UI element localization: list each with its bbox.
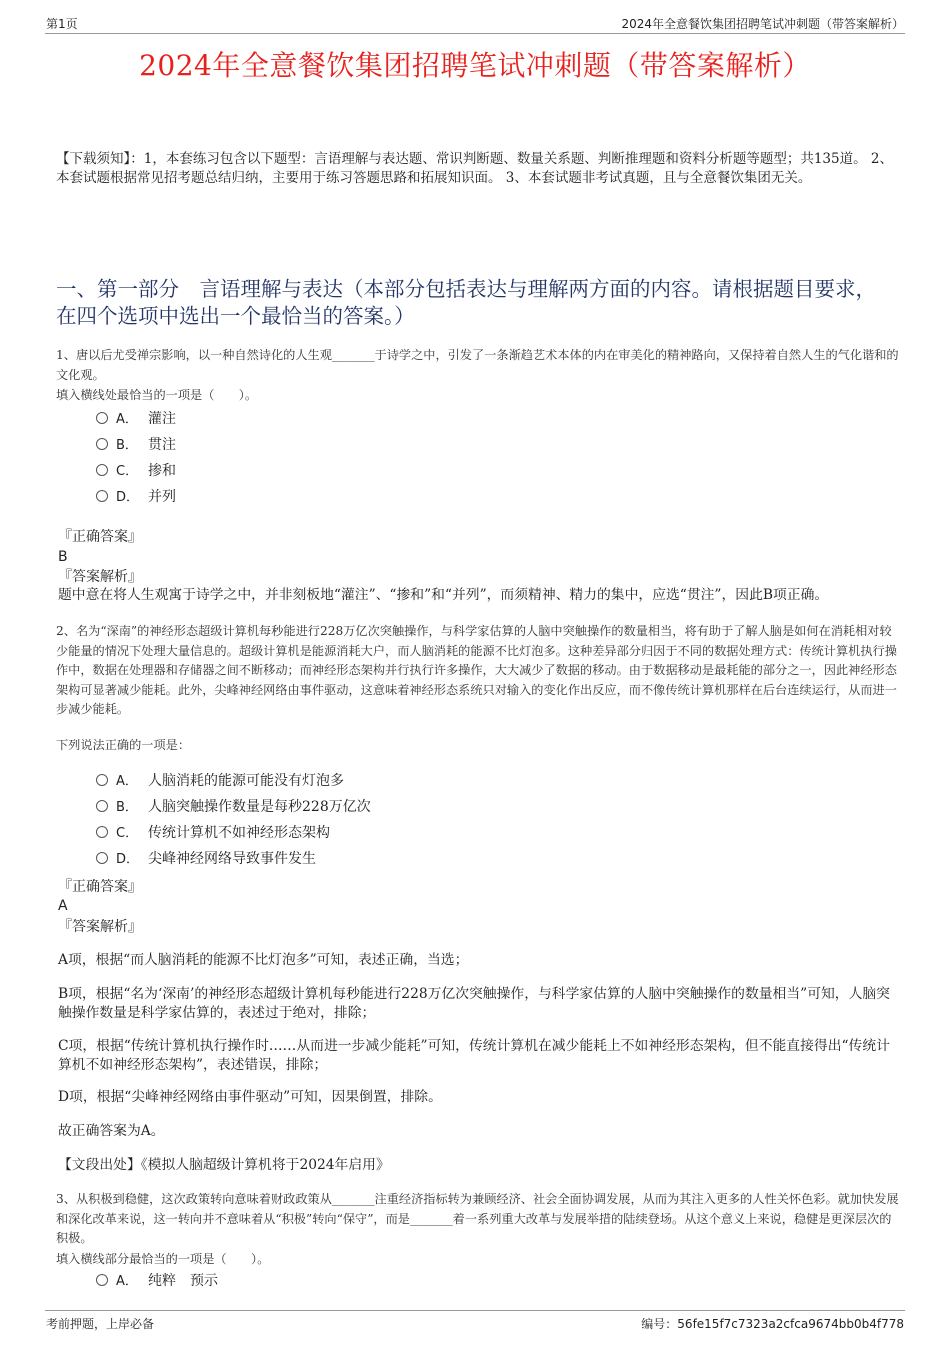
question-3-stem: 3、从积极到稳健，这次政策转向意味着财政政策从_______注重经济指标转为兼顾经济、社会全面协调发展，从而为其注入更多的人性关怀色彩。就加快发展和深化改革来说，这一转向并不意味着从“积极”转向“保守”，而是_______着一系列重大改革与发展举措的陆续登场。从这个意义上来说，稳健是更深层次的积极。 — [56, 1192, 899, 1245]
q2-analysis-b: B项，根据“名为‘深南’的神经形态超级计算机每秒能进行228万亿次突触操作，与科学家估算的人脑中突触操作的数量相当”可知，人脑突触操作数量是科学家估算的，表述过于绝对，排除； — [58, 986, 890, 1021]
download-notice: 【下载须知】：1，本套练习包含以下题型：言语理解与表达题、常识判断题、数量关系题、判断推理题和资料分析题等题型；共135道。 2、本套试题根据常见招考题总结归纳，主要用于练习答题思路和拓展知识面。 3、本套试题非考试真题，且与全意餐饮集团无关。 — [56, 151, 893, 186]
q2-analysis-a: A项，根据“而人脑消耗的能源不比灯泡多”可知，表述正确，当选； — [58, 952, 469, 968]
radio-icon[interactable] — [96, 438, 108, 450]
footer-code — [641, 1315, 904, 1332]
q1-option-a[interactable]: A． 灌注 — [96, 409, 176, 429]
q2-option-c[interactable]: C． 传统计算机不如神经形态架构 — [96, 823, 330, 843]
radio-icon[interactable] — [96, 800, 108, 812]
header-rule — [45, 33, 905, 34]
q1-correct-answer: B — [58, 549, 68, 565]
q1-option-c[interactable]: C． 掺和 — [96, 461, 176, 481]
q1-analysis: 题中意在将人生观寓于诗学之中，并非刻板地“灌注”、“掺和”和“并列”，而须精神、精力的集中，应选“贯注”，因此B项正确。 — [58, 587, 829, 603]
question-1-prompt: 填入横线处最恰当的一项是（ ）。 — [56, 388, 258, 402]
radio-icon[interactable] — [96, 464, 108, 476]
q1-option-d[interactable]: D． 并列 — [96, 487, 176, 507]
radio-icon[interactable] — [96, 490, 108, 502]
q2-option-a[interactable]: A． 人脑消耗的能源可能没有灯泡多 — [96, 771, 344, 791]
radio-icon[interactable] — [96, 412, 108, 424]
radio-icon[interactable] — [96, 852, 108, 864]
q2-option-d[interactable]: D． 尖峰神经网络导致事件发生 — [96, 849, 316, 869]
radio-icon[interactable] — [96, 826, 108, 838]
q1-correct-answer-label: 『正确答案』 — [58, 529, 142, 545]
q3-option-a[interactable]: A． 纯粹 预示 — [96, 1271, 218, 1291]
q2-option-b[interactable]: B． 人脑突触操作数量是每秒228万亿次 — [96, 797, 371, 817]
radio-icon[interactable] — [96, 774, 108, 786]
footer-slogan: 考前押题，上岸必备 — [46, 1317, 155, 1331]
running-title: 2024年全意餐饮集团招聘笔试冲刺题（带答案解析） — [621, 17, 904, 31]
q2-conclusion: 故正确答案为A。 — [58, 1123, 165, 1139]
footer-rule — [45, 1310, 905, 1311]
footer-code-label: 编号： — [641, 1317, 678, 1331]
q1-analysis-label: 『答案解析』 — [58, 569, 142, 585]
q2-analysis-d: D项，根据“尖峰神经网络由事件驱动”可知，因果倒置，排除。 — [58, 1089, 442, 1105]
question-1-stem: 1、唐以后尤受禅宗影响，以一种自然诗化的人生观_______于诗学之中，引发了一条渐趋艺术本体的内在审美化的精神路向，又保持着自然人生的气化谐和的文化观。 — [56, 348, 899, 382]
q1-option-b[interactable]: B． 贯注 — [96, 435, 176, 455]
footer-code-value: 56fe15f7c7323a2cfca9674bb0b4f778 — [677, 1317, 904, 1331]
q2-correct-answer: A — [58, 898, 68, 914]
section-heading: 一、第一部分 言语理解与表达（本部分包括表达与理解两方面的内容。请根据题目要求，在四个选项中选出一个最恰当的答案。） — [56, 277, 876, 328]
question-2-prompt: 下列说法正确的一项是： — [56, 738, 191, 752]
question-2-stem: 2、名为“深南”的神经形态超级计算机每秒能进行228万亿次突触操作，与科学家估算的人脑中突触操作的数量相当，将有助于了解人脑是如何在消耗相对较少能量的情况下处理大量信息的。超级计算机是能源消耗大户，而人脑消耗的能源不比灯泡多。这种差异部分归因于不同的数据处理方式：传统计算机执行操作中，数据在处理器和存储器之间不断移动；而神经形态架构并行执行许多操作，大大减少了数据的移动。由于数据移动是最耗能的部分之一，因此神经形态架构可显著减少能耗。此外，尖峰神经网络由事件驱动，这意味着神经形态系统只对输入的变化作出反应，而不像传统计算机那样在后台连续运行，从而进一步减少能耗。 — [56, 624, 897, 716]
q2-correct-answer-label: 『正确答案』 — [58, 879, 142, 895]
radio-icon[interactable] — [96, 1274, 108, 1286]
question-3-prompt: 填入横线部分最恰当的一项是（ ）。 — [56, 1252, 270, 1266]
page-number: 第1页 — [46, 17, 78, 31]
q2-analysis-label: 『答案解析』 — [58, 919, 142, 935]
q2-source: 【文段出处】《模拟人脑超级计算机将于2024年启用》 — [58, 1157, 390, 1173]
q2-analysis-c: C项，根据“传统计算机执行操作时……从而进一步减少能耗”可知，传统计算机在减少能耗上不如神经形态架构，但不能直接得出“传统计算机不如神经形态架构”，表述错误，排除； — [58, 1038, 890, 1073]
document-title: 2024年全意餐饮集团招聘笔试冲刺题（带答案解析） — [139, 49, 811, 82]
